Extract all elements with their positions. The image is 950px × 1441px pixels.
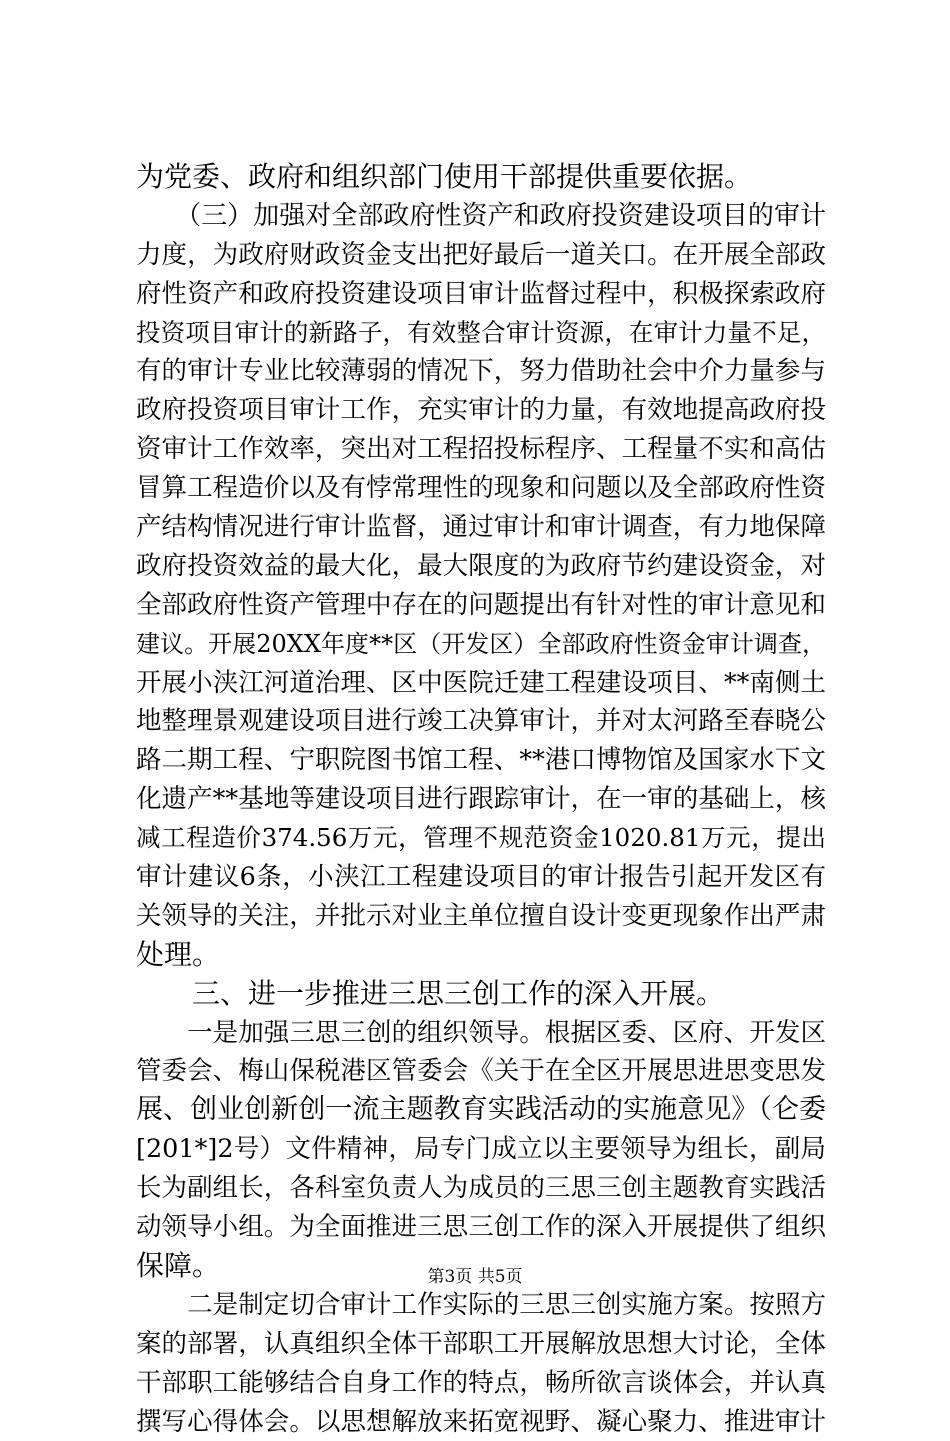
text-line: 干部职工能够结合自身工作的特点，畅所欲言谈体会，并认真	[136, 1364, 826, 1403]
text-line: 府性资产和政府投资建设项目审计监督过程中，积极探索政府	[136, 275, 826, 314]
text-line: 撰写心得体会。以思想解放来拓宽视野、凝心聚力、推进审计	[136, 1403, 826, 1441]
text-line: 开展小浃江河道治理、区中医院迁建工程建设项目、**南侧土	[136, 664, 826, 703]
text-line: 动领导小组。为全面推进三思三创工作的深入开展提供了组织	[136, 1208, 826, 1247]
text-line: 展、创业创新创一流主题教育实践活动的实施意见》（仑委	[136, 1091, 826, 1130]
text-line: 路二期工程、宁职院图书馆工程、**港口博物馆及国家水下文	[136, 741, 826, 780]
page-footer: 第3页 共5页	[0, 1266, 950, 1288]
text-line: 政府投资效益的最大化，最大限度的为政府节约建设资金，对	[136, 547, 826, 586]
text-line: 管委会、梅山保税港区管委会《关于在全区开展思进思变思发	[136, 1052, 826, 1091]
text-line: 审计建议6条，小浃江工程建设项目的审计报告引起开发区有	[136, 858, 826, 897]
text-line: 产结构情况进行审计监督，通过审计和审计调查，有力地保障	[136, 508, 826, 547]
text-line: 二是制定切合审计工作实际的三思三创实施方案。按照方	[136, 1286, 826, 1325]
text-line: 有的审计专业比较薄弱的情况下，努力借助社会中介力量参与	[136, 352, 826, 391]
text-line: 化遗产**基地等建设项目进行跟踪审计，在一审的基础上，核	[136, 780, 826, 819]
text-line: [201*]2号）文件精神，局专门成立以主要领导为组长，副局	[136, 1130, 826, 1169]
text-line: 一是加强三思三创的组织领导。根据区委、区府、开发区	[136, 1014, 826, 1053]
text-line: 资审计工作效率，突出对工程招投标程序、工程量不实和高估	[136, 430, 826, 469]
text-line: 保障。	[136, 1247, 826, 1286]
text-line: 建议。开展20XX年度**区（开发区）全部政府性资金审计调查，	[136, 625, 826, 664]
text-line: 冒算工程造价以及有悖常理性的现象和问题以及全部政府性资	[136, 469, 826, 508]
text-line: 地整理景观建设项目进行竣工决算审计，并对太河路至春晓公	[136, 702, 826, 741]
text-line: 关领导的关注，并批示对业主单位擅自设计变更现象作出严肃	[136, 897, 826, 936]
text-line: 案的部署，认真组织全体干部职工开展解放思想大讨论，全体	[136, 1325, 826, 1364]
body-text	[136, 158, 826, 1441]
text-line: 力度，为政府财政资金支出把好最后一道关口。在开展全部政	[136, 236, 826, 275]
text-line: 长为副组长，各科室负责人为成员的三思三创主题教育实践活	[136, 1169, 826, 1208]
text-line: （三）加强对全部政府性资产和政府投资建设项目的审计	[136, 197, 826, 236]
text-line: 全部政府性资产管理中存在的问题提出有针对性的审计意见和	[136, 586, 826, 625]
text-line: 政府投资项目审计工作，充实审计的力量，有效地提高政府投	[136, 391, 826, 430]
text-line: 为党委、政府和组织部门使用干部提供重要依据。	[136, 158, 826, 197]
text-line: 投资项目审计的新路子，有效整合审计资源，在审计力量不足，	[136, 314, 826, 353]
section-heading: 三、进一步推进三思三创工作的深入开展。	[136, 975, 826, 1014]
text-line: 减工程造价374.56万元，管理不规范资金1020.81万元，提出	[136, 819, 826, 858]
text-line: 处理。	[136, 936, 826, 975]
